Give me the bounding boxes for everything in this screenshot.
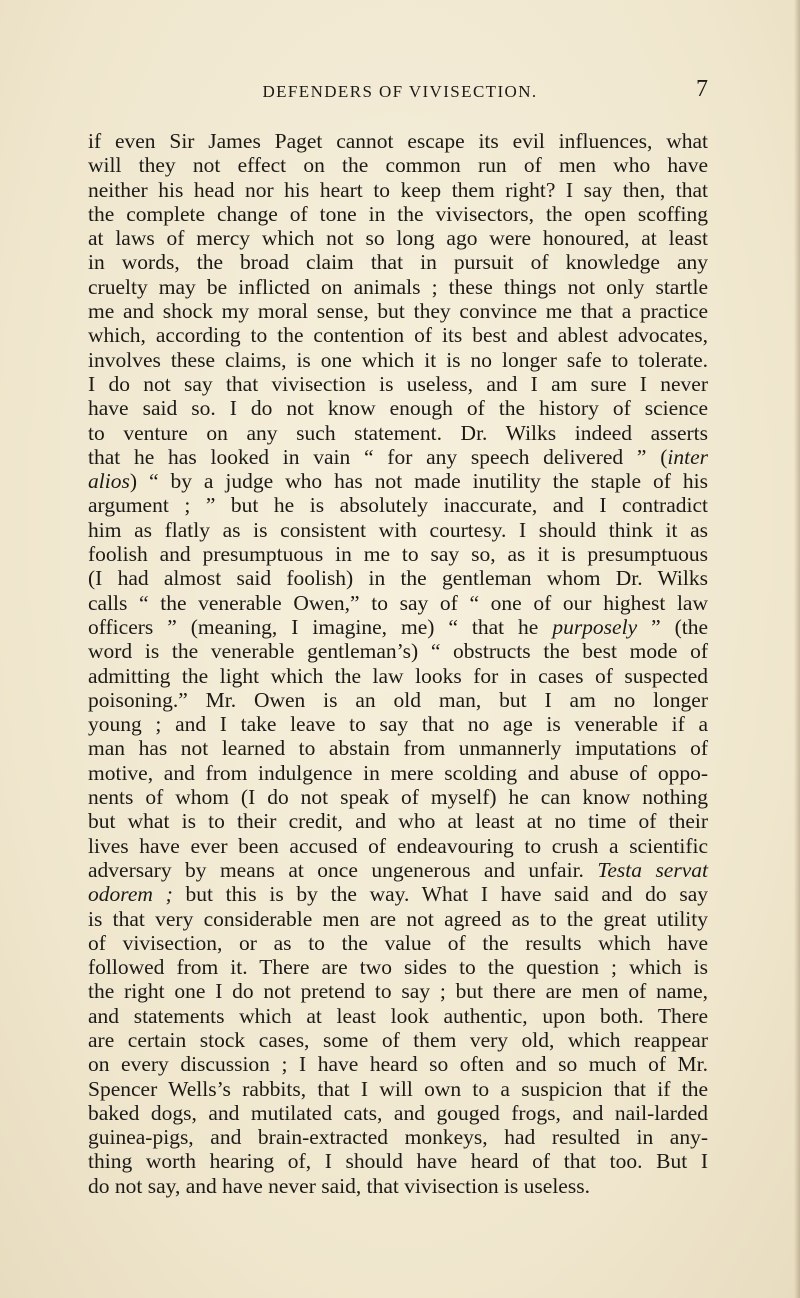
text-line (88, 736, 708, 760)
text-line (88, 1004, 708, 1028)
text-line (88, 591, 708, 615)
italic-text: inter (667, 444, 708, 469)
line-text: but what is to their credit, and who at least at no time of their (88, 809, 708, 834)
line-text: if even Sir James Paget cannot escape its evil influences, what (88, 129, 708, 153)
text-line (88, 396, 708, 420)
text-line (88, 1174, 708, 1198)
text-line (88, 323, 708, 347)
text-line (88, 226, 708, 250)
line-text: cruelty may be inflicted on animals ; these things not only startle (88, 274, 708, 299)
line-text: baked dogs, and mutilated cats, and gouged frogs, and nail-larded (88, 1100, 708, 1125)
line-text: nents of whom (I do not speak of myself) he can know nothing (88, 785, 708, 810)
text-line (88, 834, 708, 858)
text-line (88, 882, 708, 906)
italic-text: odorem ; (88, 882, 173, 907)
line-text: involves these claims, is one which it is no longer safe to tolerate. (88, 347, 708, 372)
text-line (88, 275, 708, 299)
text-line (88, 955, 708, 979)
line-text: on every discussion ; I have heard so often and so much of Mr. (88, 1052, 708, 1077)
line-text: of vivisection, or as to the value of the results which have (88, 930, 708, 955)
text-line (88, 1125, 708, 1149)
text-line (88, 664, 708, 688)
line-text: him as flatly as is consistent with courtesy. I should think it as (88, 517, 708, 542)
line-text: motive, and from indulgence in mere scolding and abuse of oppo- (88, 760, 708, 785)
line-text: admitting the light which the law looks for in cases of suspected (88, 663, 708, 688)
line-text: followed from it. There are two sides to the question ; which is (88, 955, 708, 980)
text-line (88, 1149, 708, 1173)
text-line (88, 299, 708, 323)
text-line (88, 931, 708, 955)
line-text: guinea-pigs, and brain-extracted monkeys, had resulted in any- (88, 1125, 708, 1150)
line-text: is that very considerable men are not agreed as to the great utility (88, 906, 708, 931)
text-line (88, 688, 708, 712)
line-text: argument ; ” but he is absolutely inaccurate, and I contradict (88, 493, 708, 518)
text-line (88, 202, 708, 226)
line-text: do not say, and have never said, that vivisection is useless. (88, 1173, 590, 1198)
line-text: calls “ the venerable Owen,” to say of “ one of our highest law (88, 590, 708, 615)
italic-text: purposely (552, 614, 638, 639)
line-text: will they not effect on the common run of men who have (88, 153, 708, 178)
line-text: lives have ever been accused of endeavouring to crush a scientific (88, 833, 708, 858)
text-line (88, 178, 708, 202)
line-text: have said so. I do not know enough of the history of science (88, 396, 708, 421)
line-text: and statements which at least look authentic, upon both. There (88, 1003, 708, 1028)
text-line (88, 542, 708, 566)
text-line (88, 1028, 708, 1052)
text-line (88, 518, 708, 542)
line-text: Spencer Wells’s rabbits, that I will own to a suspicion that if the (88, 1076, 708, 1101)
text-line (88, 1101, 708, 1125)
line-text: the right one I do not pretend to say ; but there are men of name, (88, 979, 708, 1004)
line-text: (I had almost said foolish) in the gentleman whom Dr. Wilks (88, 566, 708, 591)
line-text: ) “ by a judge who has not made inutility the staple of his (129, 469, 708, 494)
italic-text: Testa servat (597, 857, 708, 882)
italic-text: alios (88, 469, 130, 494)
line-text: man has not learned to abstain from unmannerly imputations of (88, 736, 708, 761)
line-text: adversary by means at once ungenerous and unfair. (88, 857, 598, 882)
line-text: poisoning.” Mr. Owen is an old man, but I am no longer (88, 687, 708, 712)
line-text: neither his head nor his heart to keep them right? I say then, that (88, 177, 708, 202)
line-text: which, according to the contention of its best and ablest advocates, (88, 323, 708, 348)
line-text: I do not say that vivisection is useless, and I am sure I never (88, 371, 708, 396)
line-text: word is the venerable gentleman’s) “ obstructs the best mode of (88, 639, 708, 664)
text-line (88, 566, 708, 590)
text-line (88, 129, 708, 153)
line-text: that he has looked in vain “ for any speech delivered ” ( (88, 444, 668, 469)
line-text: ” (the (637, 614, 708, 639)
body-text (88, 129, 708, 1198)
line-text: thing worth hearing of, I should have heard of that too. But I (88, 1149, 708, 1174)
line-text: young ; and I take leave to say that no age is venerable if a (88, 712, 708, 737)
line-text: at laws of mercy which not so long ago were honoured, at least (88, 226, 708, 251)
text-line (88, 348, 708, 372)
text-line (88, 153, 708, 177)
text-line (88, 1052, 708, 1076)
text-line (88, 615, 708, 639)
line-text: foolish and presumptuous in me to say so, as it is presumptuous (88, 542, 708, 567)
page-header (0, 76, 800, 108)
text-line (88, 469, 708, 493)
line-text: the complete change of tone in the vivisectors, the open scoffing (88, 201, 708, 226)
text-line (88, 1077, 708, 1101)
line-text: me and shock my moral sense, but they convince me that a practice (88, 299, 708, 324)
text-line (88, 858, 708, 882)
line-text: but this is by the way. What I have said and do say (172, 882, 708, 907)
text-line (88, 712, 708, 736)
text-line (88, 445, 708, 469)
text-line (88, 250, 708, 274)
text-line (88, 493, 708, 517)
running-head: DEFENDERS OF VIVISECTION. (262, 82, 538, 101)
page-number: 7 (696, 76, 708, 102)
text-line (88, 907, 708, 931)
text-line (88, 979, 708, 1003)
text-line (88, 761, 708, 785)
text-line (88, 639, 708, 663)
text-line (88, 785, 708, 809)
line-text: in words, the broad claim that in pursuit of knowledge any (88, 250, 708, 275)
text-line (88, 809, 708, 833)
line-text: are certain stock cases, some of them very old, which reappear (88, 1027, 708, 1052)
line-text: officers ” (meaning, I imagine, me) “ that he (88, 614, 553, 639)
line-text: to venture on any such statement. Dr. Wilks indeed asserts (88, 420, 708, 445)
text-line (88, 372, 708, 396)
text-line (88, 421, 708, 445)
page-edge-shadow (794, 0, 800, 1298)
